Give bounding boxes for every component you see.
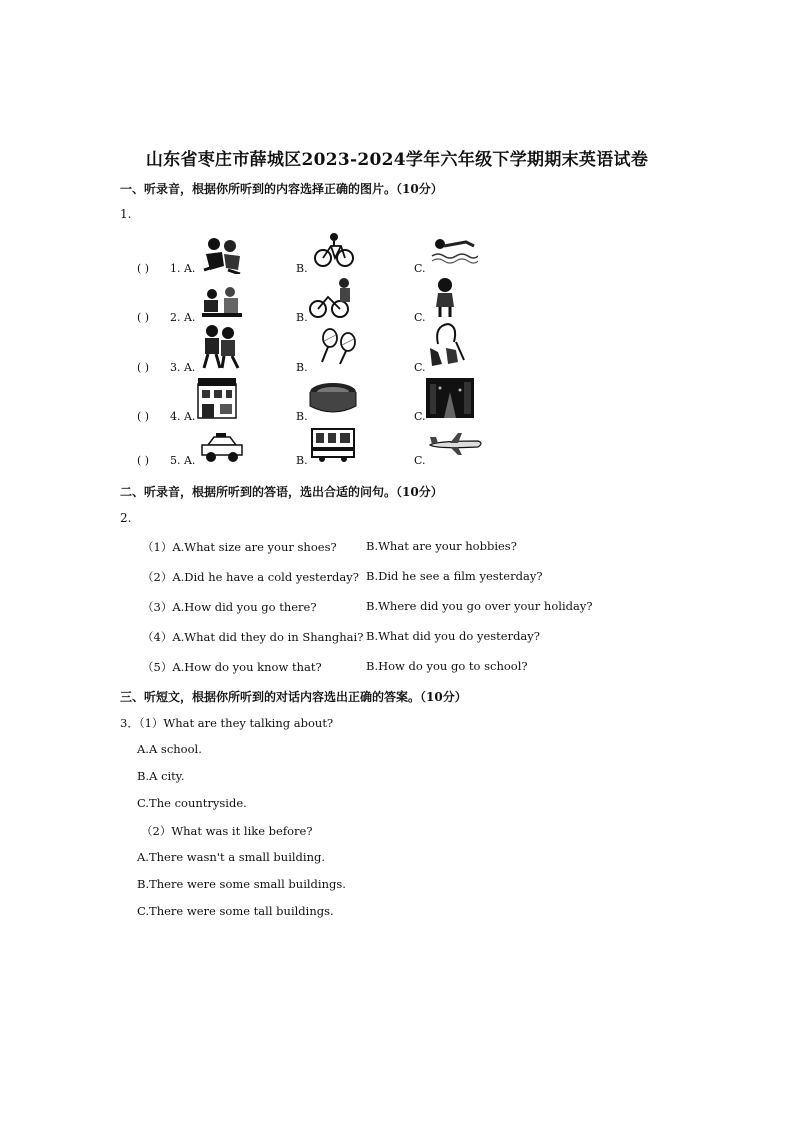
- option-c-label: C.: [414, 454, 426, 467]
- option-b-label: B.: [296, 454, 308, 467]
- plant-pot-icon: [424, 322, 468, 370]
- option-b-label: B.: [296, 361, 308, 374]
- children-playing-icon: [200, 236, 244, 274]
- answer-blank[interactable]: ( ): [137, 454, 150, 467]
- section3-question-1: 3．（1）What are they talking about?: [120, 716, 334, 730]
- q2-option-a[interactable]: A.There wasn't a small building.: [137, 850, 326, 864]
- section3-question-2: （2）What was it like before?: [141, 824, 313, 838]
- choice-row-2: [0, 283, 794, 331]
- answer-blank[interactable]: ( ): [137, 361, 150, 374]
- option-b-label: B.: [296, 311, 308, 324]
- option-a-text[interactable]: （3）A.How did you go there?: [142, 600, 317, 614]
- boy-riding-bike-icon: [308, 277, 354, 319]
- option-c-label: C.: [414, 311, 426, 324]
- option-a-label: 4. A.: [170, 410, 196, 423]
- option-b-label: B.: [296, 262, 308, 275]
- choice-row-4: [0, 378, 794, 426]
- q2-option-c[interactable]: C.There were some tall buildings.: [137, 904, 334, 918]
- stadium-icon: [308, 380, 358, 416]
- option-a-text[interactable]: （1）A.What size are your shoes?: [142, 540, 337, 554]
- swimmer-icon: [430, 236, 478, 266]
- option-c-label: C.: [414, 262, 426, 275]
- section2-heading: 二、听录音，根据所听到的答语，选出合适的问句。（10分）: [120, 485, 443, 499]
- option-b-text[interactable]: B.Did he see a film yesterday?: [366, 569, 543, 583]
- option-a-text[interactable]: （4）A.What did they do in Shanghai?: [142, 630, 364, 644]
- section1-number: 1.: [120, 207, 132, 221]
- option-b-text[interactable]: B.Where did you go over your holiday?: [366, 599, 593, 613]
- choice-row-5: [0, 425, 794, 473]
- option-b-text[interactable]: B.What are your hobbies?: [366, 539, 517, 553]
- page-title: 山东省枣庄市薛城区2023-2024学年六年级下学期期末英语试卷: [145, 150, 649, 170]
- q2-option-b[interactable]: B.There were some small buildings.: [137, 877, 346, 891]
- choice-row-3: [0, 330, 794, 378]
- option-b-label: B.: [296, 410, 308, 423]
- q1-option-c[interactable]: C.The countryside.: [137, 796, 247, 810]
- q1-option-b[interactable]: B.A city.: [137, 769, 185, 783]
- answer-blank[interactable]: ( ): [137, 410, 150, 423]
- section3-heading: 三、听短文，根据你所听到的对话内容选出正确的答案。（10分）: [120, 690, 467, 704]
- option-c-label: C.: [414, 410, 426, 423]
- bicycle-icon: [314, 232, 354, 268]
- people-sitting-icon: [200, 285, 244, 321]
- option-a-label: 3. A.: [170, 361, 196, 374]
- option-a-label: 2. A.: [170, 311, 196, 324]
- option-a-label: 5. A.: [170, 454, 196, 467]
- option-a-text[interactable]: （5）A.How do you know that?: [142, 660, 322, 674]
- train-icon: [310, 427, 356, 463]
- choice-row-1: [0, 236, 794, 284]
- answer-blank[interactable]: ( ): [137, 262, 150, 275]
- shop-building-icon: [196, 378, 238, 420]
- option-a-label: 1. A.: [170, 262, 196, 275]
- option-a-text[interactable]: （2）A.Did he have a cold yesterday?: [142, 570, 359, 584]
- answer-blank[interactable]: ( ): [137, 311, 150, 324]
- option-b-text[interactable]: B.How do you go to school?: [366, 659, 528, 673]
- city-street-photo-icon: [426, 378, 474, 418]
- taxi-icon: [200, 433, 244, 465]
- q1-option-a[interactable]: A.A school.: [137, 742, 202, 756]
- airplane-icon: [428, 431, 484, 457]
- girl-icon: [432, 277, 458, 319]
- badminton-rackets-icon: [314, 328, 360, 366]
- kids-walking-icon: [198, 324, 242, 370]
- section1-heading: 一、听录音，根据你所听到的内容选择正确的图片。（10分）: [120, 182, 443, 196]
- option-b-text[interactable]: B.What did you do yesterday?: [366, 629, 540, 643]
- option-c-label: C.: [414, 361, 426, 374]
- section2-number: 2.: [120, 511, 132, 525]
